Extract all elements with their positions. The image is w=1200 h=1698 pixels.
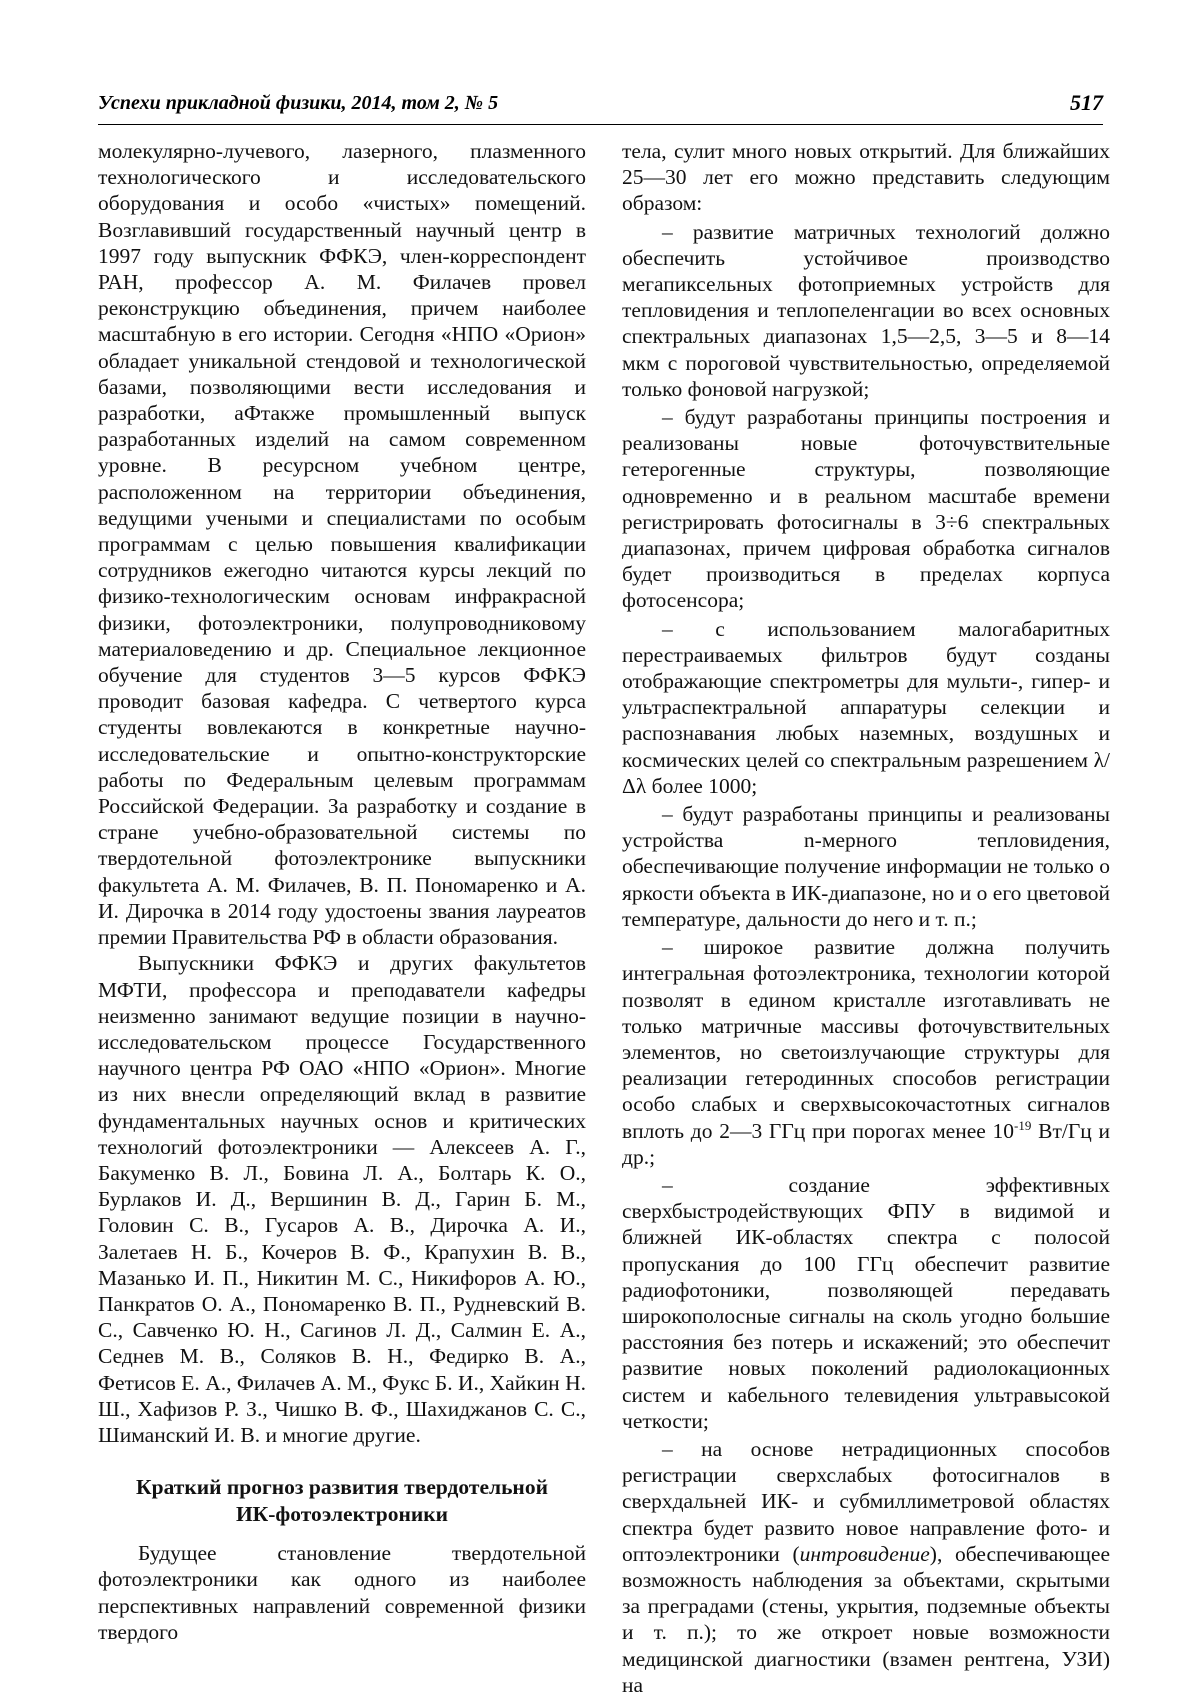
list-item-text: – на основе нетрадиционных способов регистрации сверхслабых фотосигналов в сверхдальней ИК- и субмиллиметровой областях спектра будет развито новое направление фото- и оптоэлектроники ( [622, 1436, 1110, 1566]
list-item-text: – широкое развитие должна получить интегральная фотоэлектроника, технологии которой позволят в едином кристалле изготавливать не только матричные массивы фоточувствительных элементов, но светоизлучающие структуры для реализации гетеродинных способов регистрации особо слабых и сверхвысокочастотных сигналов вплоть до 2—3 ГГц при порогах менее 10 [622, 935, 1110, 1143]
paragraph: Будущее становление твердотельной фотоэлектроники как одного из наиболее перспективных направлений современной физики твердого [98, 1541, 586, 1644]
list-item: – будут разработаны принципы построения и реализованы новые фоточувствительные гетерогенные структуры, позволяющие одновременно и в реальном масштабе времени регистрировать фотосигналы в 3÷6 спектральных диапазонах, причем цифровая обработка сигналов будет производиться в пределах корпуса фотосенсора; [622, 405, 1110, 613]
section-heading-line: ИК-фотоэлектроники [235, 1502, 449, 1527]
journal-title: Успехи прикладной физики, 2014, том 2, № 5 [98, 92, 499, 114]
section-heading-line: Краткий прогноз развития твердотельной [136, 1475, 548, 1500]
paragraph: молекулярно-лучевого, лазерного, плазменного технологического и исследовательского оборудования и особо «чистых» помещений. Возглавивший государственный научный центр в 1997 году выпускник ФФКЭ, член-корреспондент РАН, профессор А. М. Филачев провел реконструкцию объединения, причем наиболее масштабную в его истории. Сегодня «НПО «Орион» обладает уникальной стендовой и технологической базами, позволяющими вести исследования и разработки, аФтакже промышленный выпуск разработанных изделий на самом современном уровне. В ресурсном учебном центре, расположенном на территории объединения, ведущими учеными и специалистами по особым программам с целью повышения квалификации сотрудников ежегодно читаются курсы лекций по физико-технологическим основам инфракрасной физики, фотоэлектроники, полупроводниковому материаловедению и др. Специальное лекционное обучение для студентов 3—5 курсов ФФКЭ проводит базовая кафедра. С четвертого курса студенты вовлекаются в конкретные научно-исследовательские и опытно-конструкторские работы по Федеральным целевым программам Российской Федерации. За разработку и создание в стране учебно-образовательной системы по твердотельной фотоэлектронике выпускники факультета А. М. Филачев, В. П. Пономаренко и А. И. Дирочка в 2014 году удостоены звания лауреатов премии Правительства РФ в области образования. [98, 139, 586, 950]
list-item: – развитие матричных технологий должно обеспечить устойчивое производство мегапиксельных фотоприемных устройств для тепловидения и теплопеленгации во всех основных спектральных диапазонах 1,5—2,5, 3—5 и 8—14 мкм с пороговой чувствительностью, определяемой только фоновой нагрузкой; [622, 219, 1110, 401]
page-number: 517 [1070, 90, 1103, 115]
list-item [622, 934, 1110, 1170]
list-item: – с использованием малогабаритных перестраиваемых фильтров будут созданы отображающие спектрометры для мульти-, гипер- и ультраспектральной аппаратуры селекции и распознавания любых наземных, воздушных и космических целей со спектральным разрешением λ/Δλ более 1000; [622, 616, 1110, 798]
right-column [622, 138, 1110, 1698]
paragraph: Выпускники ФФКЭ и других факультетов МФТИ, профессора и преподаватели кафедры неизменно занимают ведущие позиции в научно-исследовательском процессе Государственного научного центра РФ ОАО «НПО «Орион». Многие из них внесли определяющий вклад в развитие фундаментальных научных основ и критических технологий фотоэлектроники — Алексеев А. Г., Бакуменко В. Л., Бовина Л. А., Болтарь К. О., Бурлаков И. Д., Вершинин В. Д., Гарин Б. М., Головин С. В., Гусаров А. В., Дирочка А. И., Залетаев Н. Б., Кочеров В. Ф., Крапухин В. В., Мазанько И. П., Никитин М. С., Никифоров А. Ю., Панкратов О. А., Пономаренко В. П., Рудневский В. С., Савченко Ю. Н., Сагинов Л. Д., Салмин Е. А., Седнев М. В., Соляков В. Н., Федирко В. А., Фетисов Е. А., Филачев А. М., Фукс Б. И., Хайкин Н. Ш., Хафизов Р. З., Чишко В. Ф., Шахиджанов С. С., Шиманский И. В. и многие другие. [98, 951, 586, 1447]
list-item-text: Вт/Гц и др.; [622, 1118, 1110, 1169]
emphasis-term: интровидение [799, 1541, 930, 1566]
exponent: -19 [1014, 1117, 1032, 1133]
list-item: – создание эффективных сверхбыстродействующих ФПУ в видимой и ближней ИК-областях спектра с полосой пропускания до 100 ГГц обеспечит развитие радиофотоники, позволяющей передавать широкополосные сигналы на сколь угодно большие расстояния без потерь и искажений; это обеспечит развитие новых поколений радиолокационных систем и кабельного телевидения ультравысокой четкости; [622, 1172, 1110, 1433]
list-item-text: ), обеспечивающее возможность наблюдения за объектами, скрытыми за преградами (стены, укрытия, подземные объекты и т. п.); то же откроет новые возможности медицинской диагностики (взамен рентгена, УЗИ) на [622, 1541, 1110, 1697]
list-item [622, 1436, 1110, 1698]
list-item: – будут разработаны принципы и реализованы устройства n-мерного тепловидения, обеспечивающие получение информации не только о яркости объекта в ИК-диапазоне, но и о его цветовой температуре, дальности до него и т. п.; [622, 802, 1110, 931]
running-header [98, 92, 1103, 125]
paragraph: тела, сулит много новых открытий. Для ближайших 25—30 лет его можно представить следующим образом: [622, 139, 1110, 216]
left-column [98, 138, 586, 1645]
section-heading [98, 1474, 586, 1528]
